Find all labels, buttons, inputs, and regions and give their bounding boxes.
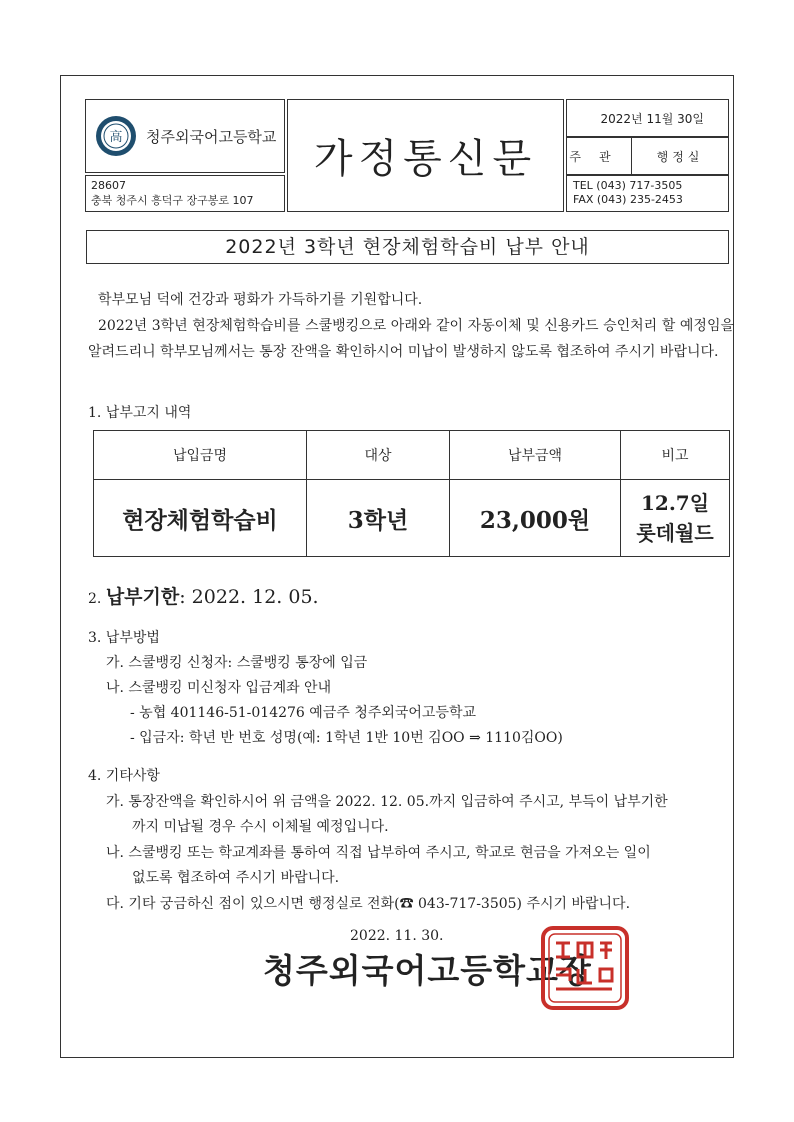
- fee-note-line2: 롯데월드: [636, 521, 714, 545]
- depositor-format: - 입금자: 학년 반 번호 성명(예: 1학년 1반 10번 김OO ⇒ 1110김OO): [130, 730, 563, 746]
- contact-box: [566, 175, 729, 212]
- section4: [88, 764, 738, 917]
- section1-heading: 1. 납부고지 내역: [88, 405, 192, 421]
- bank-account: - 농협 401146-51-014276 예금주 청주외국어고등학교: [130, 705, 477, 721]
- deadline-label: 납부기한: [105, 586, 180, 608]
- section3-heading: 3. 납부방법: [88, 630, 160, 646]
- table-row: [94, 480, 730, 557]
- address: 충북 청주시 흥덕구 장구봉로 107: [91, 194, 254, 207]
- col-name: 납입금명: [94, 431, 307, 480]
- col-note: 비고: [621, 431, 730, 480]
- fax: FAX (043) 235-2453: [573, 193, 683, 206]
- fee-name: 현장체험학습비: [94, 480, 307, 557]
- deadline-value: : 2022. 12. 05.: [179, 586, 319, 608]
- tel: TEL (043) 717-3505: [573, 179, 683, 192]
- fee-note-line1: 12.7일: [640, 491, 710, 515]
- doc-title: 가정통신문: [287, 99, 564, 212]
- intro: [88, 287, 734, 365]
- section3: [88, 626, 738, 751]
- col-amount: 납부금액: [450, 431, 621, 480]
- fee-table-header-row: [94, 431, 730, 480]
- list-item: 나. 스쿨뱅킹 미신청자 입금계좌 안내: [106, 680, 332, 696]
- svg-text:高: 高: [109, 130, 123, 145]
- fee-amount: 23,000원: [450, 480, 621, 557]
- address-box: [85, 175, 285, 212]
- list-item: 가. 통장잔액을 확인하시어 위 금액을 2022. 12. 05.까지 입금하여 주시고, 부득이 납부기한: [106, 793, 668, 810]
- intro-body: 2022년 3학년 현장체험학습비를 스쿨뱅킹으로 아래와 같이 자동이체 및 신용카드 승인처리 할 예정임을 알려드리니 학부모님께서는 통장 잔액을 확인하시어 미납이 발생하지 않도록 협조하여 주시기 바랍니다.: [88, 318, 734, 360]
- school-name: 청주외국어고등학교: [146, 127, 277, 146]
- school-emblem-icon: [94, 114, 138, 158]
- fee-target: 3학년: [307, 480, 450, 557]
- official-seal-icon: [540, 925, 630, 1011]
- charge-label: 주관: [567, 138, 632, 174]
- intro-greeting: 학부모님 덕에 건강과 평화가 가득하기를 기원합니다.: [98, 292, 423, 308]
- list-item: 없도록 협조하여 주시기 바랍니다.: [132, 870, 340, 886]
- signature-date: 2022. 11. 30.: [350, 928, 444, 944]
- fee-note: [621, 480, 730, 557]
- section2-num: 2.: [88, 591, 102, 607]
- signature-name: 청주외국어고등학교장: [263, 951, 592, 990]
- list-item: 가. 스쿨뱅킹 신청자: 스쿨뱅킹 통장에 입금: [106, 655, 368, 671]
- postal-code: 28607: [91, 179, 126, 192]
- section4-heading: 4. 기타사항: [88, 768, 160, 784]
- school-logo-box: [85, 99, 285, 173]
- section2: [88, 582, 738, 609]
- fee-table: [93, 430, 730, 557]
- charge-value: 행정실: [656, 149, 704, 164]
- list-item: 나. 스쿨뱅킹 또는 학교계좌를 통하여 직접 납부하여 주시고, 학교로 현금을 가져오는 일이: [106, 844, 651, 861]
- doc-date: 2022년 11월 30일: [566, 99, 729, 137]
- list-item: 까지 미납될 경우 수시 이체될 예정입니다.: [132, 819, 389, 835]
- notice-title: 2022년 3학년 현장체험학습비 납부 안내: [86, 230, 729, 264]
- col-target: 대상: [307, 431, 450, 480]
- charge-box: [566, 137, 729, 175]
- list-item: 다. 기타 궁금하신 점이 있으시면 행정실로 전화(☎ 043-717-3505) 주시기 바랍니다.: [106, 895, 631, 912]
